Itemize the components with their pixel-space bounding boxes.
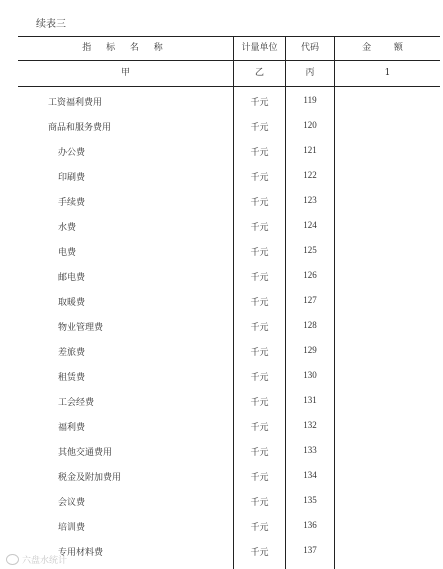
row-unit: 千元	[250, 498, 269, 508]
row-name: 电费	[58, 248, 77, 258]
row-name: 培训费	[58, 523, 86, 533]
row-code: 127	[303, 295, 317, 305]
row-code: 137	[303, 545, 317, 555]
table-row	[0, 337, 443, 362]
row-code: 129	[303, 345, 317, 355]
row-code: 130	[303, 370, 317, 380]
row-unit: 千元	[250, 373, 269, 383]
row-code: 135	[303, 495, 317, 505]
table-row	[0, 387, 443, 412]
row-code: 119	[303, 95, 317, 105]
row-name: 租赁费	[58, 373, 86, 383]
row-unit: 千元	[250, 248, 269, 258]
row-name: 专用材料费	[58, 548, 104, 558]
row-unit: 千元	[250, 323, 269, 333]
subheader-unit: 乙	[254, 68, 264, 78]
header-unit: 计量单位	[241, 43, 278, 53]
table-row	[0, 462, 443, 487]
page-label: 续表三	[36, 19, 66, 30]
table-row	[0, 437, 443, 462]
row-name: 差旅费	[58, 348, 86, 358]
table-row	[0, 362, 443, 387]
row-unit: 千元	[250, 123, 269, 133]
row-name: 邮电费	[58, 273, 86, 283]
row-name: 水费	[58, 223, 77, 233]
watermark	[6, 553, 67, 566]
row-code: 132	[303, 420, 317, 430]
table-row	[0, 237, 443, 262]
row-name: 办公费	[58, 148, 86, 158]
row-name: 取暖费	[58, 298, 86, 308]
row-code: 128	[303, 320, 317, 330]
table-row	[0, 412, 443, 437]
row-code: 120	[303, 120, 317, 130]
row-code: 134	[303, 470, 317, 480]
row-unit: 千元	[250, 223, 269, 233]
row-code: 133	[303, 445, 317, 455]
weibo-logo-icon	[6, 554, 19, 565]
row-code: 126	[303, 270, 317, 280]
row-name: 其他交通费用	[58, 448, 113, 458]
watermark-text: 六盘水统计	[22, 556, 68, 566]
table-row	[0, 287, 443, 312]
table-row	[0, 212, 443, 237]
subheader-name: 甲	[120, 68, 130, 78]
header-amount: 金 额	[362, 43, 413, 53]
row-name: 手续费	[58, 198, 86, 208]
row-unit: 千元	[250, 173, 269, 183]
table-body	[0, 87, 443, 562]
row-name: 工资福利费用	[48, 98, 103, 108]
table-row	[0, 87, 443, 112]
row-name: 会议费	[58, 498, 86, 508]
row-unit: 千元	[250, 473, 269, 483]
row-unit: 千元	[250, 148, 269, 158]
row-unit: 千元	[250, 548, 269, 558]
row-code: 125	[303, 245, 317, 255]
row-name: 福利费	[58, 423, 86, 433]
table-row	[0, 112, 443, 137]
subheader-code: 丙	[305, 68, 315, 78]
row-unit: 千元	[250, 448, 269, 458]
row-name: 物业管理费	[58, 323, 104, 333]
row-code: 123	[303, 195, 317, 205]
row-code: 124	[303, 220, 317, 230]
table-row	[0, 262, 443, 287]
row-name: 工会经费	[58, 398, 95, 408]
row-unit: 千元	[250, 273, 269, 283]
row-unit: 千元	[250, 423, 269, 433]
row-unit: 千元	[250, 398, 269, 408]
row-unit: 千元	[250, 298, 269, 308]
row-name: 印刷费	[58, 173, 86, 183]
header-indicator-name: 指 标 名 称	[82, 43, 169, 53]
row-code: 136	[303, 520, 317, 530]
table-row	[0, 137, 443, 162]
row-code: 122	[303, 170, 317, 180]
subheader-amount: 1	[384, 68, 391, 78]
row-name: 税金及附加费用	[58, 473, 122, 483]
table-row	[0, 312, 443, 337]
table-row	[0, 487, 443, 512]
row-code: 131	[303, 395, 317, 405]
header-code: 代码	[300, 43, 319, 53]
row-unit: 千元	[250, 348, 269, 358]
row-unit: 千元	[250, 98, 269, 108]
row-code: 121	[303, 145, 317, 155]
row-name: 商品和服务费用	[48, 123, 112, 133]
table-row	[0, 512, 443, 537]
row-unit: 千元	[250, 523, 269, 533]
row-unit: 千元	[250, 198, 269, 208]
table-row	[0, 187, 443, 212]
table-row	[0, 162, 443, 187]
